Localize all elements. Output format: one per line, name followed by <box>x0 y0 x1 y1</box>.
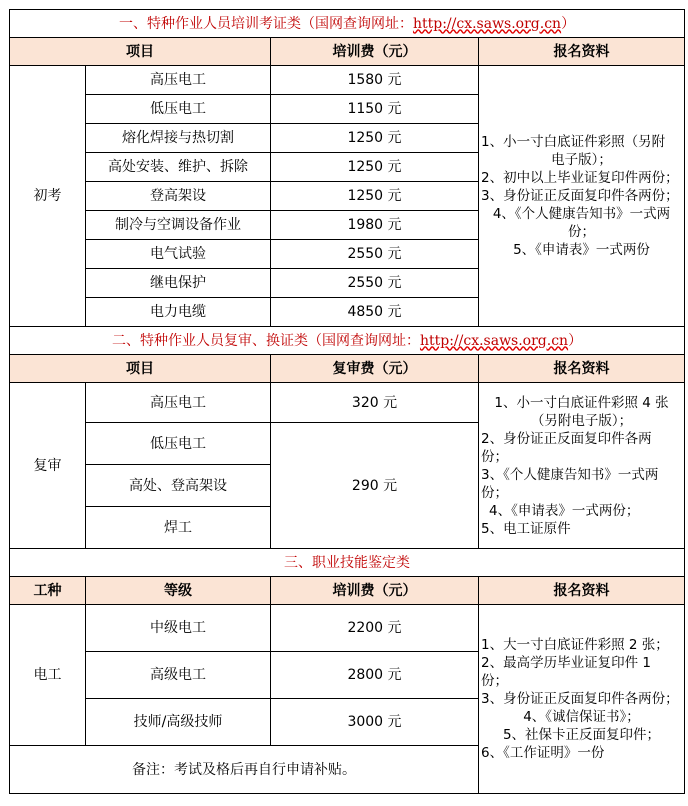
section3-header-reqs: 报名资料 <box>479 577 685 605</box>
section1-header-row <box>10 38 685 66</box>
fee-cell: 1250 元 <box>271 124 479 153</box>
requirement-line: 4、《诚信保证书》； <box>523 709 640 725</box>
section2-title-row <box>10 327 685 355</box>
fee-cell: 2200 元 <box>271 605 479 652</box>
requirement-line: 3、《个人健康告知书》一式两 <box>481 466 659 483</box>
item-cell: 继电保护 <box>86 269 271 298</box>
section2-requirements <box>479 383 685 549</box>
level-cell: 高级电工 <box>86 652 271 699</box>
fee-cell: 1250 元 <box>271 182 479 211</box>
item-cell: 制冷与空调设备作业 <box>86 211 271 240</box>
fee-cell: 2550 元 <box>271 240 479 269</box>
requirement-line: 4、《申请表》一式两份； <box>489 502 640 519</box>
fee-cell: 4850 元 <box>271 298 479 327</box>
section1-title <box>10 10 685 38</box>
requirement-line: 3、身份证正反面复印件各两份； <box>481 188 679 204</box>
table-row <box>10 383 685 423</box>
fee-cell-shared: 290 元 <box>271 423 479 549</box>
section3-header-fee: 培训费（元） <box>271 577 479 605</box>
section1-header-fee: 培训费（元） <box>271 38 479 66</box>
section3-title-row <box>10 549 685 577</box>
fee-table <box>9 9 685 794</box>
section2-category: 复审 <box>10 383 86 549</box>
table-row <box>10 66 685 95</box>
section3-title: 三、职业技能鉴定类 <box>10 549 685 577</box>
requirement-line: 电子版）； <box>551 152 612 168</box>
section2-title-suffix: ） <box>568 332 583 349</box>
level-cell: 中级电工 <box>86 605 271 652</box>
requirement-line: （另附电子版）； <box>530 412 633 429</box>
requirement-line: 4、《个人健康告知书》一式两 <box>492 206 671 222</box>
section3-requirements <box>479 605 685 794</box>
requirement-line: 1、小一寸白底证件彩照（另附 <box>481 134 666 150</box>
fee-cell: 1980 元 <box>271 211 479 240</box>
item-cell: 高压电工 <box>86 66 271 95</box>
section1-title-suffix: ） <box>561 15 576 32</box>
level-cell: 技师/高级技师 <box>86 699 271 746</box>
fee-cell: 1580 元 <box>271 66 479 95</box>
section3-category: 电工 <box>10 605 86 746</box>
section3-header-type: 工种 <box>10 577 86 605</box>
section1-url-link[interactable]: http://cx.saws.org.cn <box>412 15 562 32</box>
item-cell: 熔化焊接与热切割 <box>86 124 271 153</box>
fee-cell: 3000 元 <box>271 699 479 746</box>
item-cell: 登高架设 <box>86 182 271 211</box>
requirement-line: 份； <box>481 484 508 501</box>
requirement-line: 2、最高学历毕业证复印件 1 份； <box>481 655 651 689</box>
fee-cell: 320 元 <box>271 383 479 423</box>
section1-header-reqs: 报名资料 <box>479 38 685 66</box>
section2-url-link[interactable]: http://cx.saws.org.cn <box>419 332 569 349</box>
requirement-line: 2、初中以上毕业证复印件两份； <box>481 170 679 186</box>
section1-header-item: 项目 <box>10 38 271 66</box>
section2-header-row <box>10 355 685 383</box>
fee-cell: 2550 元 <box>271 269 479 298</box>
requirement-line: 1、小一寸白底证件彩照 4 张 <box>494 394 669 411</box>
fee-cell: 1250 元 <box>271 153 479 182</box>
section2-header-item: 项目 <box>10 355 271 383</box>
item-cell: 电力电缆 <box>86 298 271 327</box>
fee-cell: 1150 元 <box>271 95 479 124</box>
section1-category: 初考 <box>10 66 86 327</box>
requirement-line: 份； <box>568 224 596 240</box>
item-cell: 高处、登高架设 <box>86 465 271 507</box>
requirement-line: 3、身份证正反面复印件各两份； <box>481 691 679 707</box>
requirement-line: 2、身份证正反面复印件各两 <box>481 430 652 447</box>
table-row <box>10 605 685 652</box>
section2-header-fee: 复审费（元） <box>271 355 479 383</box>
fee-cell: 2800 元 <box>271 652 479 699</box>
item-cell: 焊工 <box>86 507 271 549</box>
note-text: 备注：考试及格后再自行申请补贴。 <box>10 746 479 794</box>
requirement-line: 份； <box>481 448 508 465</box>
item-cell: 高压电工 <box>86 383 271 423</box>
item-cell: 电气试验 <box>86 240 271 269</box>
item-cell: 低压电工 <box>86 95 271 124</box>
section1-title-row <box>10 10 685 38</box>
requirement-line: 1、大一寸白底证件彩照 2 张； <box>481 637 669 653</box>
item-cell: 低压电工 <box>86 423 271 465</box>
requirement-line: 5、电工证原件 <box>481 520 571 537</box>
requirement-line: 5、《申请表》一式两份 <box>513 242 650 258</box>
requirement-line: 5、社保卡正反面复印件； <box>502 727 661 743</box>
item-cell: 高处安装、维护、拆除 <box>86 153 271 182</box>
section3-header-row <box>10 577 685 605</box>
section2-header-reqs: 报名资料 <box>479 355 685 383</box>
section1-requirements <box>479 66 685 327</box>
section3-header-level: 等级 <box>86 577 271 605</box>
requirement-line: 6、《工作证明》一份 <box>481 745 605 761</box>
section1-title-text: 一、特种作业人员培训考证类（国网查询网址： <box>118 15 413 32</box>
section2-title-text: 二、特种作业人员复审、换证类（国网查询网址： <box>111 332 420 349</box>
section2-title <box>10 327 685 355</box>
